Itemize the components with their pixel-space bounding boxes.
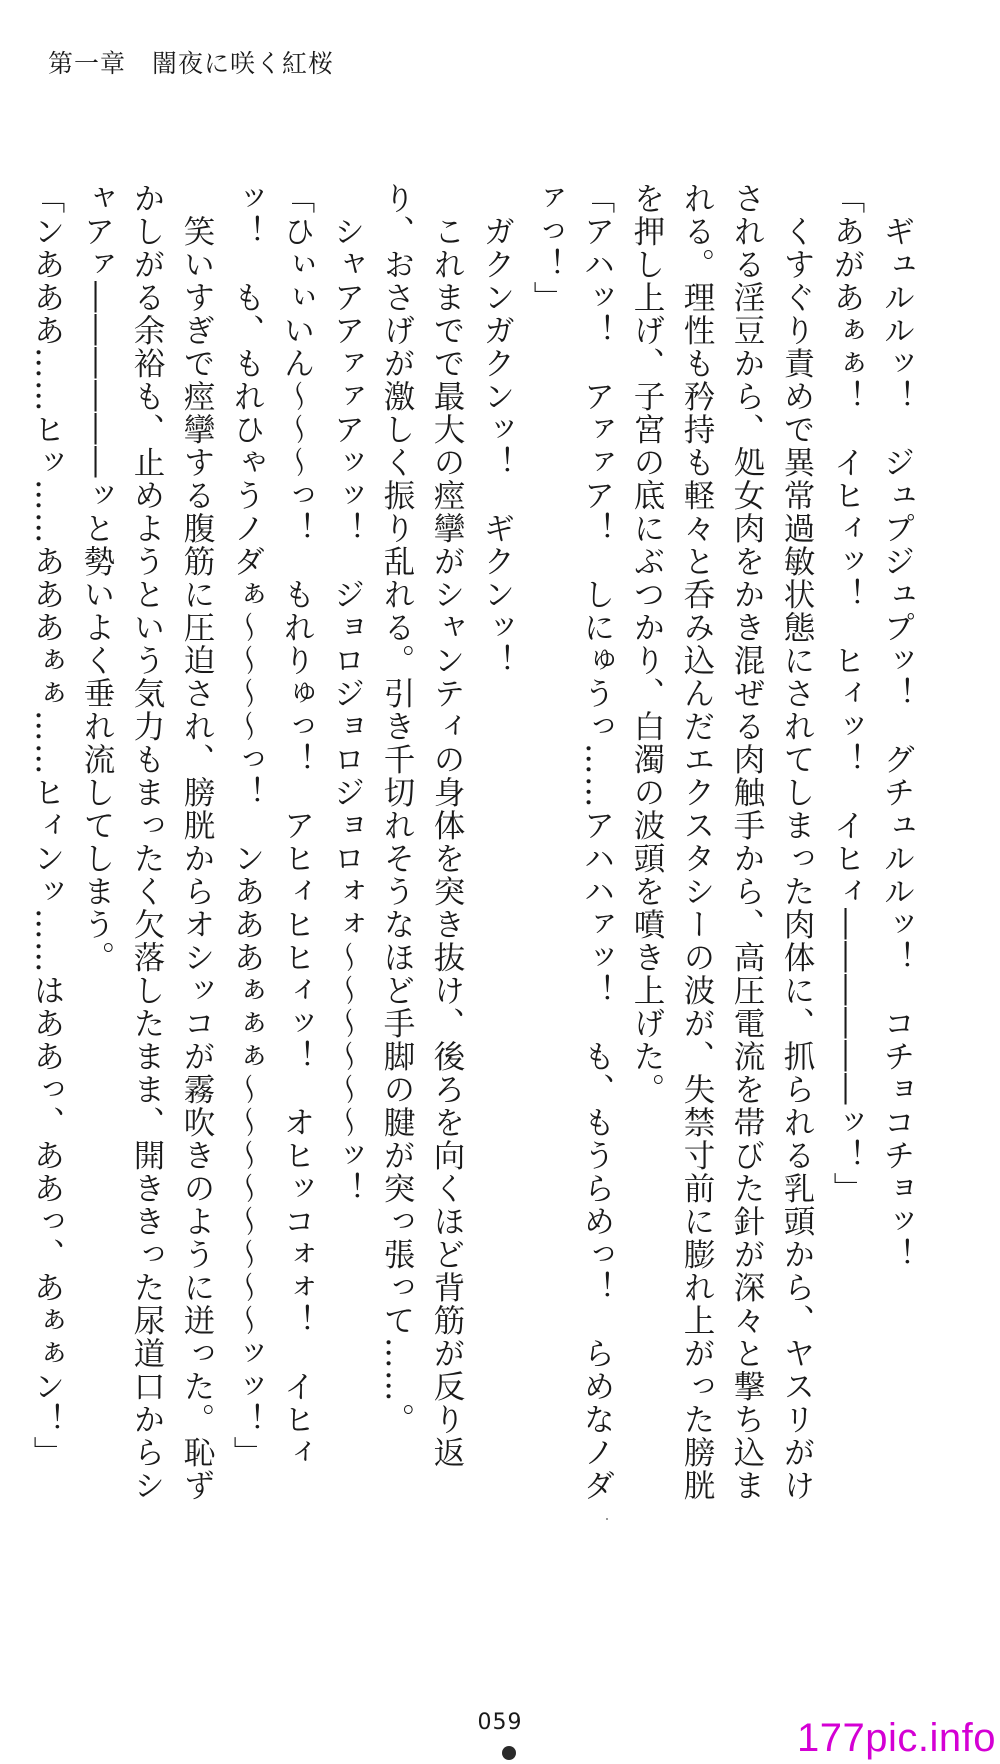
paragraph: 「ひぃぃいん～～～っ！ もれりゅっ！ アヒィヒヒィッ！ オヒッコォォ！ イヒィッ！ も、もれひゃうノダぁ～～～～っ！ ンあああぁぁぁ～～～～～～～～ッッ！」: [229, 182, 315, 1469]
paragraph: 「あがあぁぁ！ イヒィッ！ ヒィッ！ イヒィ――――――ッ！」: [829, 182, 865, 1205]
paragraph: 笑いすぎで痙攣する腹筋に圧迫され、膀胱からオシッコが霧吹きのように迸った。恥ずかしがる余裕も、止めようという気力もまったく欠落したまま、開ききった尿道口からシャアァ――――――ッと勢いよく垂れ流してしまう。: [79, 182, 215, 1502]
paragraph: ガクンガクンッ！ ギクンッ！: [479, 182, 515, 677]
paragraph: くすぐり責めで異常過敏状態にされてしまった肉体に、抓られる乳頭から、ヤスリがけされる淫豆から、処女肉をかき混ぜる肉触手から、高圧電流を帯びた針が深々と撃ち込まれる。理性も矜持も軽々と呑み込んだエクスタシーの波が、失禁寸前に膨れ上がった膀胱を押し上げ、子宮の底にぶつかり、白濁の波頭を噴き上げた。: [629, 182, 815, 1502]
paragraph: 「ンあああ……ヒッ……あああぁぁ……ヒィンッ……はああっ、ああっ、あぁぁン！」: [29, 182, 65, 1469]
watermark: 177pic.info: [797, 1716, 996, 1760]
chapter-title: 第一章 闇夜に咲く紅桜: [48, 49, 335, 78]
paragraph: ギュルルッ！ ジュプジュプッ！ グチュルルッ！ コチョコチョッ！: [879, 182, 915, 1271]
page-number-dot-icon: [502, 1746, 516, 1760]
body-text: [29, 182, 922, 1502]
page-number: 059: [477, 1710, 523, 1735]
paragraph: シャアアァァアッッ！ ジョロジョロジョロォォ～～～～～～ッ！: [329, 182, 365, 1205]
paragraph: 「アハッ！ アァァア！ しにゅうっ……アハハァッ！ も、もうらめっ！ らめなノダァっ！」: [529, 182, 615, 1502]
ink-speck: [606, 1518, 608, 1520]
paragraph: これまでで最大の痙攣がシャンティの身体を突き抜け、後ろを向くほど背筋が反り返り、おさげが激しく振り乱れる。引き千切れそうなほど手脚の腱が突っ張って……。: [379, 182, 465, 1469]
